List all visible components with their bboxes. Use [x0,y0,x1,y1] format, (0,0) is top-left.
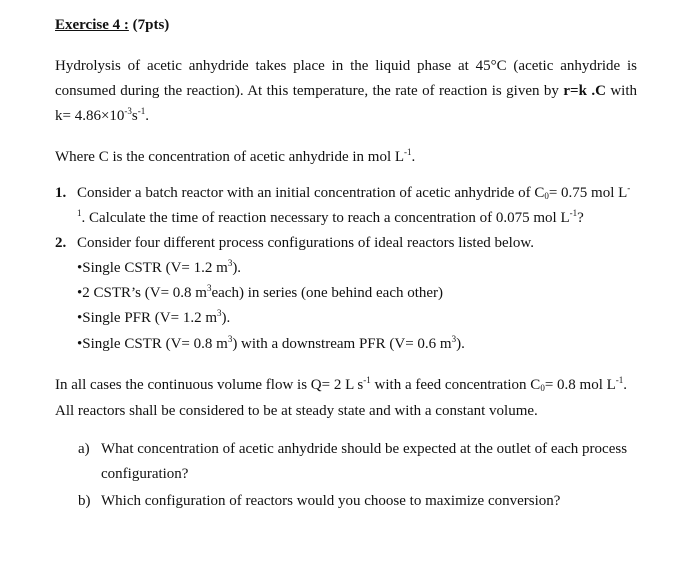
question-2-number: 2. [55,235,67,251]
question-1-line-1 [55,184,630,202]
question-1-exp-cont: 1 [77,208,82,218]
rate-constant-value: k= 4.86×10 [55,108,125,124]
intro-line-1: Hydrolysis of acetic anhydride takes place in the liquid phase at 45°C (acetic anhydride is [55,58,637,74]
config-2-exp: 3 [206,283,212,293]
rate-constant-exp1: -3 [124,106,132,116]
config-1-text: •Single CSTR (V= 1.2 m [77,260,228,276]
question-1-exp: - [627,183,631,193]
flow-exp: -1 [363,375,371,385]
subquestion-a-line-1 [78,440,627,458]
intro-line-2-text: consumed during the reaction). At this temperature, the rate of reaction is given by [55,83,564,99]
concentration-exp: -1 [404,147,412,157]
question-1-text-b: = 0.75 mol L [548,185,628,201]
exercise-title [55,16,169,34]
config-item [77,259,241,277]
subquestion-a-text: What concentration of acetic anhydride should be expected at the outlet of each process [101,441,628,457]
config-3-text: •Single PFR (V= 1.2 m [77,310,217,326]
config-4-end: ). [456,336,465,352]
rate-constant-exp2: -1 [137,106,146,116]
intro-line-2-end: with [605,83,637,99]
config-4-text: •Single CSTR (V= 0.8 m [77,336,228,352]
question-1-exp2: -1 [569,208,578,218]
config-item [77,335,465,353]
flow-text-c: = 0.8 mol L [544,377,616,393]
flow-text-a: In all cases the continuous volume flow is Q= 2 L s [55,377,364,393]
rate-constant-unit: s [131,108,138,124]
exercise-heading: Exercise 4 : [55,17,129,33]
config-1-exp: 3 [227,258,233,268]
flow-end: . [623,377,628,393]
config-item [77,284,443,302]
config-2-text: •2 CSTR’s (V= 0.8 m [77,285,207,301]
flow-line-2: All reactors shall be considered to be at steady state and with a constant volume. [55,403,538,419]
flow-line-1 [55,376,627,394]
config-2-end: each) in series (one behind each other) [211,285,444,301]
subquestion-b-label: b) [78,493,91,509]
rate-constant [55,107,149,125]
config-4-exp: 3 [227,334,233,344]
subquestion-a-line-2: configuration? [101,466,189,482]
config-4-mid: ) with a downstream PFR (V= 0.6 m [232,336,452,352]
concentration-end: . [411,149,416,165]
subquestion-b [78,492,560,510]
concentration-text: Where C is the concentration of acetic anhydride in mol L [55,149,405,165]
flow-text-b: with a feed concentration C [370,377,541,393]
exercise-points: (7pts) [128,17,170,33]
config-3-exp: 3 [216,308,222,318]
concentration-definition [55,148,415,166]
rate-constant-end: . [145,108,150,124]
question-1-text-c: . Calculate the time of reaction necessary to reach a concentration of 0.075 mol L [81,210,570,226]
rate-law: r=k .C [563,83,606,99]
config-4-exp2: 3 [451,334,457,344]
config-3-end: ). [221,310,231,326]
question-1-sub: 0 [544,191,549,201]
config-1-end: ). [232,260,242,276]
question-2-text: Consider four different process configurations of ideal reactors listed below. [77,235,534,251]
subquestion-b-text: Which configuration of reactors would you choose to maximize conversion? [101,493,561,509]
question-1-number: 1. [55,185,67,201]
subquestion-a-label: a) [78,441,90,457]
question-1-text-a: Consider a batch reactor with an initial concentration of acetic anhydride of C [77,185,545,201]
question-1-line-2 [77,209,584,227]
intro-line-2 [55,82,637,100]
question-2-intro [55,234,534,252]
config-item [77,309,230,327]
flow-exp2: -1 [615,375,624,385]
question-1-end: ? [577,210,584,226]
flow-sub: 0 [540,383,545,393]
